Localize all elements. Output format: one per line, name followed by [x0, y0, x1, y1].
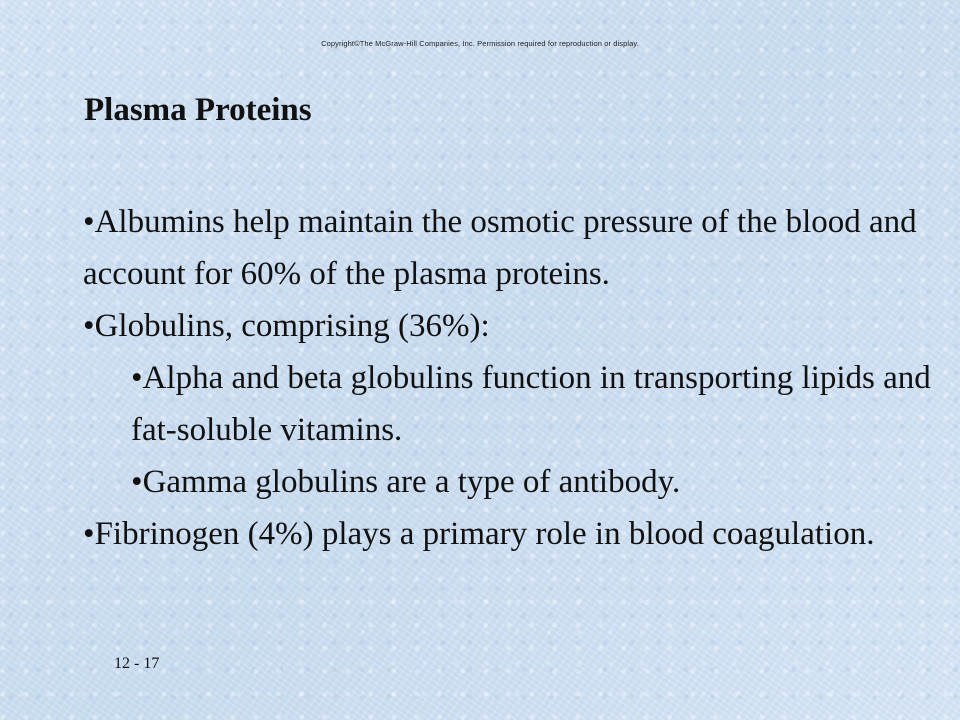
- bullet-icon: •: [131, 360, 143, 396]
- slide-content: [83, 196, 943, 560]
- sub-bullet-gamma: [131, 456, 943, 508]
- bullet-albumins: [83, 196, 943, 300]
- bullet-fibrinogen: [83, 508, 943, 560]
- bullet-icon: •: [83, 308, 95, 344]
- bullet-icon: •: [83, 516, 95, 552]
- bullet-text: Albumins help maintain the osmotic pressure of the blood and account for 60% of the plasma proteins.: [83, 204, 917, 292]
- bullet-icon: •: [131, 464, 143, 500]
- sub-bullet-alpha-beta: [131, 352, 943, 456]
- slide-title: Plasma Proteins: [84, 92, 312, 128]
- bullet-text: Alpha and beta globulins function in transporting lipids and fat-soluble vitamins.: [131, 360, 931, 448]
- slide-number: 12 - 17: [114, 655, 160, 672]
- bullet-globulins: [83, 300, 943, 352]
- bullet-text: Globulins, comprising (36%):: [94, 308, 490, 344]
- bullet-icon: •: [83, 204, 95, 240]
- bullet-text: Fibrinogen (4%) plays a primary role in blood coagulation.: [94, 516, 875, 552]
- bullet-text: Gamma globulins are a type of antibody.: [142, 464, 681, 500]
- copyright-notice: Copyright©The McGraw-Hill Companies, Inc. Permission required for reproduction or display.: [321, 39, 639, 48]
